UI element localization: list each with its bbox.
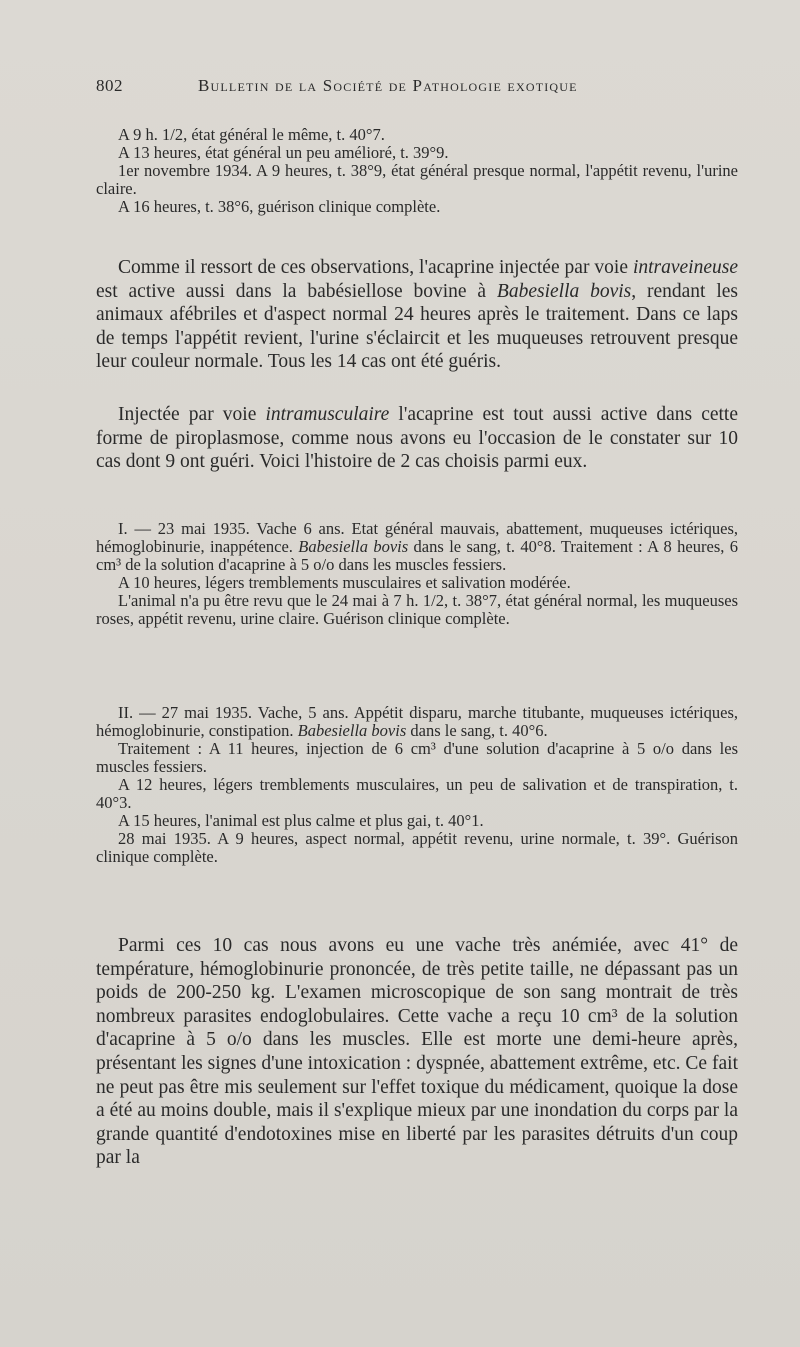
p2-emphasis-route: intramusculaire [265, 404, 390, 425]
p1-text-c: , rendant les animaux afébriles et d'aspect normal 24 heures après le traitement. Dans ce laps de temps l'appétit revient, l'urine s'éclaircit et les muqueuses retrouvent presque leur couleur normale. Tous les 14 cas ont été guéris. [96, 280, 738, 373]
p1-text-a: Comme il ressort de ces observations, l'acaprine injectée par voie [118, 257, 633, 278]
case-1-paragraph-2: A 10 heures, légers tremblements musculaires et salivation modérée. [118, 573, 571, 592]
p1-text-b: est active aussi dans la babésiellose bovine à [96, 280, 497, 302]
p1-emphasis-route: intraveineuse [632, 257, 738, 278]
paragraph-1-text [96, 256, 738, 374]
case-end-block [96, 126, 738, 216]
case-end-line-3: 1er novembre 1934. A 9 heures, t. 38°9, état général presque normal, l'appétit revenu, l'urine claire. [96, 161, 738, 198]
page-number: 802 [96, 76, 123, 95]
case-1-species: Babesiella bovis [298, 537, 409, 556]
case-1-paragraph-1 [96, 520, 738, 574]
paragraph-anemic-cow [96, 934, 738, 1170]
case-1-text-a: I. — 23 mai 1935. Vache 6 ans. Etat général mauvais, abattement, muqueuses ictériques, hémoglobinurie, inappétence. [96, 519, 738, 556]
p1-emphasis-species: Babesiella bovis [496, 280, 632, 302]
paragraph-intraveineuse [96, 256, 738, 374]
case-2-paragraph-4: A 15 heures, l'animal est plus calme et plus gai, t. 40°1. [118, 811, 484, 830]
case-end-line-4: A 16 heures, t. 38°6, guérison clinique complète. [118, 197, 441, 216]
case-1-block [96, 520, 738, 628]
p2-text-a: Injectée par voie [118, 404, 266, 425]
paragraph-intramusculaire [96, 403, 738, 474]
case-1-paragraph-3: L'animal n'a pu être revu que le 24 mai à 7 h. 1/2, t. 38°7, état général normal, les muqueuses roses, appétit revenu, urine claire. Guérison clinique complète. [96, 591, 738, 628]
case-2-paragraph-5: 28 mai 1935. A 9 heures, aspect normal, appétit revenu, urine normale, t. 39°. Guérison clinique complète. [96, 829, 738, 866]
case-end-line-1: A 9 h. 1/2, état général le même, t. 40°7. [118, 125, 385, 144]
case-2-paragraph-3: A 12 heures, légers tremblements musculaires, un peu de salivation et de transpiration, t. 40°3. [96, 775, 738, 812]
case-2-species: Babesiella bovis [297, 721, 407, 740]
case-2-text-a: II. — 27 mai 1935. Vache, 5 ans. Appétit disparu, marche titubante, muqueuses ictériques, hémoglobinurie, constipation. [96, 703, 738, 740]
case-2-text-b: dans le sang, t. 40°6. [406, 721, 548, 740]
case-end-line-2: A 13 heures, état général un peu amélioré, t. 39°9. [118, 143, 449, 162]
paragraph-3-text: Parmi ces 10 cas nous avons eu une vache très anémiée, avec 41° de température, hémoglobinurie prononcée, de très petite taille, ne dépassant pas un poids de 200-250 kg. L'examen microscopique de son sang montrait de très nombreux parasites endoglobulaires. Cette vache a reçu 10 cm³ de la solution d'acaprine à 5 o/o dans les muscles. Elle est morte une demi-heure après, présentant les signes d'une intoxication : dyspnée, abattement extrême, etc. Ce fait ne peut pas être mis seulement sur l'effet toxique du médicament, quoique la dose a été au moins double, mais il s'explique mieux par une inondation du corps par la grande quantité d'endotoxines mise en liberté par les parasites détruits d'un coup par la [96, 935, 738, 1169]
paragraph-2-text [96, 403, 738, 474]
case-1-text-b: dans le sang, t. 40°8. Traitement : A 8 heures, 6 cm³ de la solution d'acaprine à 5 o/o dans les muscles fessiers. [96, 537, 739, 574]
case-2-block [96, 704, 738, 866]
case-2-paragraph-1 [96, 704, 738, 740]
running-header [96, 76, 736, 106]
journal-title: Bulletin de la Société de Pathologie exotique [198, 76, 578, 95]
case-2-paragraph-2: Traitement : A 11 heures, injection de 6 cm³ d'une solution d'acaprine à 5 o/o dans les muscles fessiers. [96, 739, 738, 776]
p2-text-b: l'acaprine est tout aussi active dans cette forme de piroplasmose, comme nous avons eu l'occasion de le constater sur 10 cas dont 9 ont guéri. Voici l'histoire de 2 cas choisis parmi eux. [96, 404, 739, 473]
